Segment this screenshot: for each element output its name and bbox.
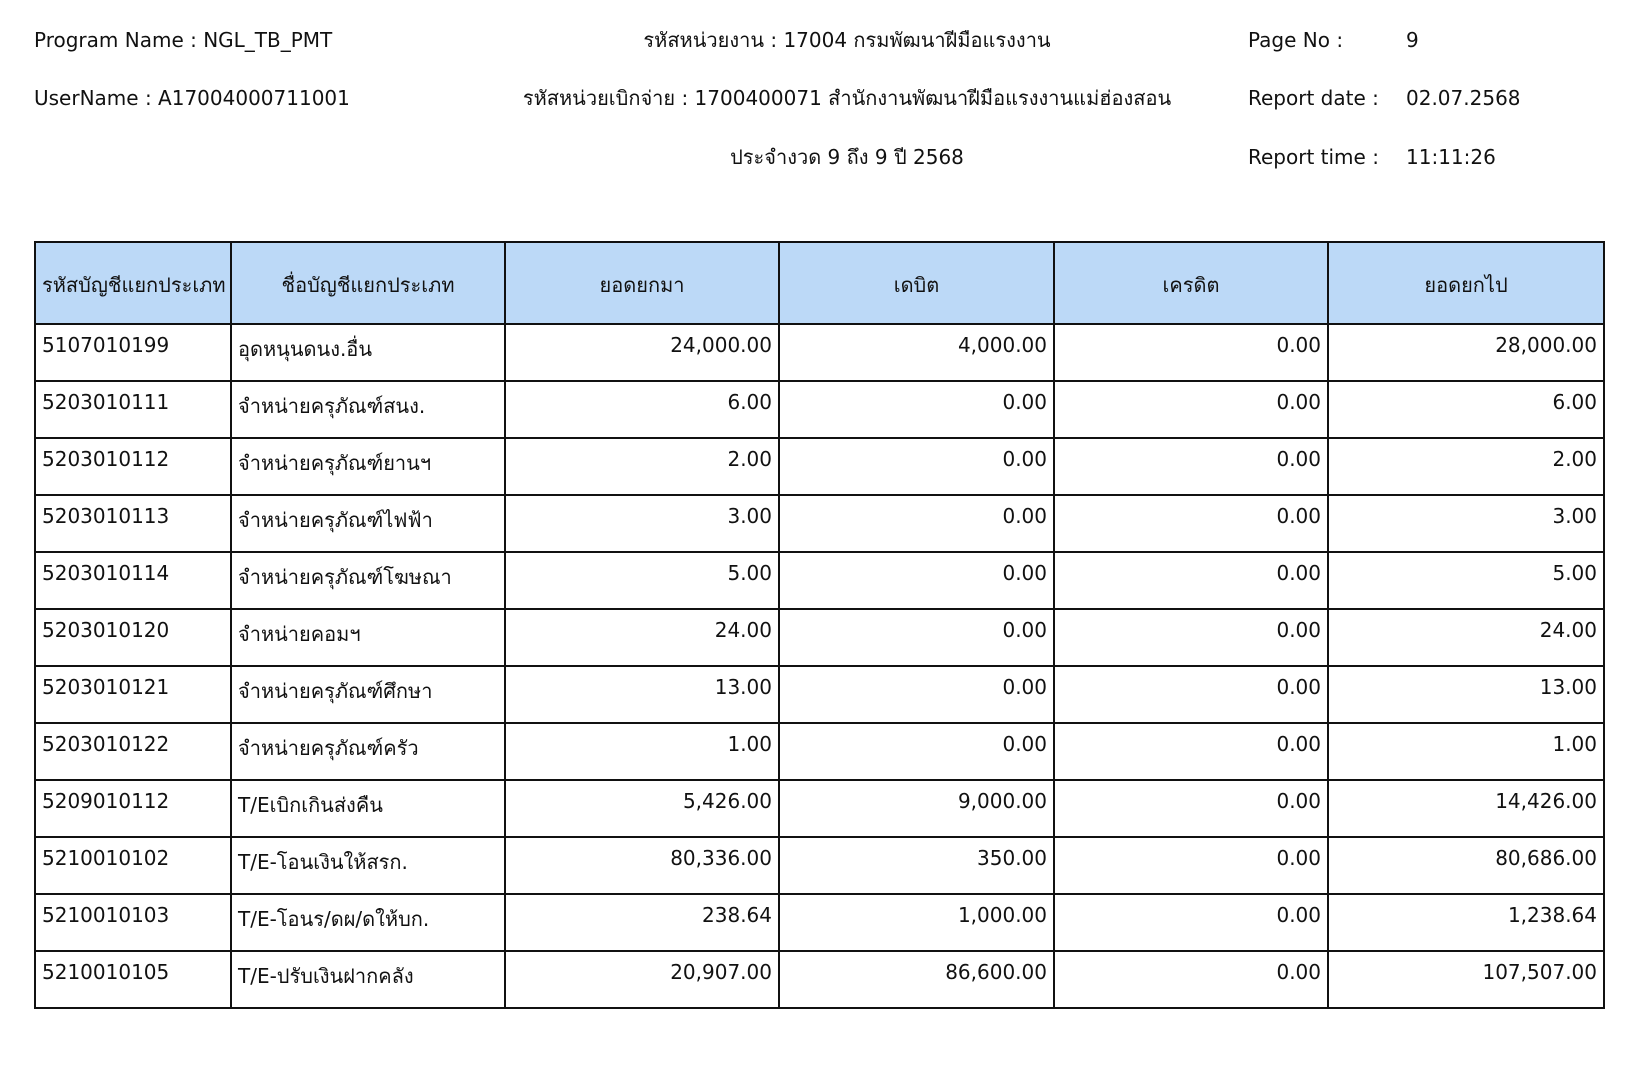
brought-forward-cell: 238.64 [505, 894, 779, 951]
disbursing-unit: รหัสหน่วยเบิกจ่าย : 1700400071 สำนักงานพัฒนาฝีมือแรงงานแม่ฮ่องสอน [522, 86, 1172, 110]
brought-forward-cell: 24,000.00 [505, 324, 779, 381]
account-code-cell: 5203010114 [35, 552, 231, 609]
trial-balance-table [34, 241, 1605, 1009]
credit-cell: 0.00 [1054, 552, 1328, 609]
debit-cell: 0.00 [779, 666, 1054, 723]
debit-cell: 0.00 [779, 381, 1054, 438]
debit-cell: 0.00 [779, 438, 1054, 495]
credit-cell: 0.00 [1054, 951, 1328, 1008]
credit-cell: 0.00 [1054, 723, 1328, 780]
credit-cell: 0.00 [1054, 438, 1328, 495]
debit-cell: 0.00 [779, 552, 1054, 609]
table-row [35, 609, 1604, 666]
account-name-cell: T/Eเบิกเกินส่งคืน [231, 780, 505, 837]
carried-forward-cell: 3.00 [1328, 495, 1604, 552]
account-name-cell: จำหน่ายครุภัณฑ์ครัว [231, 723, 505, 780]
credit-cell: 0.00 [1054, 780, 1328, 837]
carried-forward-cell: 1.00 [1328, 723, 1604, 780]
table-row [35, 723, 1604, 780]
credit-cell: 0.00 [1054, 609, 1328, 666]
page-no-value: 9 [1406, 28, 1419, 52]
debit-cell: 4,000.00 [779, 324, 1054, 381]
table-row [35, 552, 1604, 609]
account-name-cell: จำหน่ายครุภัณฑ์สนง. [231, 381, 505, 438]
table-row [35, 951, 1604, 1008]
table-row [35, 666, 1604, 723]
account-code-cell: 5107010199 [35, 324, 231, 381]
carried-forward-cell: 6.00 [1328, 381, 1604, 438]
column-header-brought-forward: ยอดยกมา [505, 242, 779, 324]
report-date-value: 02.07.2568 [1406, 86, 1521, 110]
account-name-cell: T/E-โอนเงินให้สรก. [231, 837, 505, 894]
debit-cell: 86,600.00 [779, 951, 1054, 1008]
brought-forward-cell: 2.00 [505, 438, 779, 495]
account-code-cell: 5210010103 [35, 894, 231, 951]
credit-cell: 0.00 [1054, 666, 1328, 723]
credit-cell: 0.00 [1054, 381, 1328, 438]
table-header-row [35, 242, 1604, 324]
account-code-cell: 5209010112 [35, 780, 231, 837]
brought-forward-cell: 5,426.00 [505, 780, 779, 837]
account-name-cell: จำหน่ายครุภัณฑ์ศึกษา [231, 666, 505, 723]
credit-cell: 0.00 [1054, 894, 1328, 951]
credit-cell: 0.00 [1054, 495, 1328, 552]
carried-forward-cell: 80,686.00 [1328, 837, 1604, 894]
credit-cell: 0.00 [1054, 837, 1328, 894]
debit-cell: 350.00 [779, 837, 1054, 894]
account-name-cell: อุดหนุนดนง.อื่น [231, 324, 505, 381]
brought-forward-cell: 13.00 [505, 666, 779, 723]
report-period: ประจำงวด 9 ถึง 9 ปี 2568 [730, 145, 964, 169]
table-row [35, 894, 1604, 951]
debit-cell: 1,000.00 [779, 894, 1054, 951]
credit-cell: 0.00 [1054, 324, 1328, 381]
debit-cell: 0.00 [779, 609, 1054, 666]
account-name-cell: T/E-ปรับเงินฝากคลัง [231, 951, 505, 1008]
table-row [35, 495, 1604, 552]
report-date-label: Report date : [1248, 86, 1379, 110]
carried-forward-cell: 14,426.00 [1328, 780, 1604, 837]
column-header-carried-forward: ยอดยกไป [1328, 242, 1604, 324]
carried-forward-cell: 13.00 [1328, 666, 1604, 723]
debit-cell: 9,000.00 [779, 780, 1054, 837]
account-code-cell: 5203010120 [35, 609, 231, 666]
account-name-cell: จำหน่ายครุภัณฑ์ยานฯ [231, 438, 505, 495]
table-row [35, 438, 1604, 495]
report-time-value: 11:11:26 [1406, 145, 1496, 169]
carried-forward-cell: 107,507.00 [1328, 951, 1604, 1008]
account-code-cell: 5203010112 [35, 438, 231, 495]
debit-cell: 0.00 [779, 723, 1054, 780]
brought-forward-cell: 6.00 [505, 381, 779, 438]
debit-cell: 0.00 [779, 495, 1054, 552]
user-name: UserName : A17004000711001 [34, 86, 350, 110]
brought-forward-cell: 24.00 [505, 609, 779, 666]
brought-forward-cell: 5.00 [505, 552, 779, 609]
account-code-cell: 5203010111 [35, 381, 231, 438]
account-name-cell: T/E-โอนร/ดผ/ดให้บก. [231, 894, 505, 951]
report-time-label: Report time : [1248, 145, 1379, 169]
table-row [35, 324, 1604, 381]
account-code-cell: 5203010113 [35, 495, 231, 552]
account-name-cell: จำหน่ายครุภัณฑ์โฆษณา [231, 552, 505, 609]
column-header-account-name: ชื่อบัญชีแยกประเภท [231, 242, 505, 324]
brought-forward-cell: 20,907.00 [505, 951, 779, 1008]
brought-forward-cell: 1.00 [505, 723, 779, 780]
column-header-debit: เดบิต [779, 242, 1054, 324]
account-code-cell: 5210010102 [35, 837, 231, 894]
carried-forward-cell: 2.00 [1328, 438, 1604, 495]
carried-forward-cell: 5.00 [1328, 552, 1604, 609]
column-header-account-code: รหัสบัญชีแยกประเภท [35, 242, 231, 324]
table-row [35, 837, 1604, 894]
carried-forward-cell: 1,238.64 [1328, 894, 1604, 951]
carried-forward-cell: 28,000.00 [1328, 324, 1604, 381]
table-row [35, 780, 1604, 837]
account-code-cell: 5203010122 [35, 723, 231, 780]
column-header-credit: เครดิต [1054, 242, 1328, 324]
account-name-cell: จำหน่ายคอมฯ [231, 609, 505, 666]
account-name-cell: จำหน่ายครุภัณฑ์ไฟฟ้า [231, 495, 505, 552]
page-no-label: Page No : [1248, 28, 1344, 52]
agency-code: รหัสหน่วยงาน : 17004 กรมพัฒนาฝีมือแรงงาน [643, 28, 1051, 52]
program-name: Program Name : NGL_TB_PMT [34, 28, 333, 52]
carried-forward-cell: 24.00 [1328, 609, 1604, 666]
account-code-cell: 5203010121 [35, 666, 231, 723]
table-row [35, 381, 1604, 438]
brought-forward-cell: 80,336.00 [505, 837, 779, 894]
account-code-cell: 5210010105 [35, 951, 231, 1008]
brought-forward-cell: 3.00 [505, 495, 779, 552]
